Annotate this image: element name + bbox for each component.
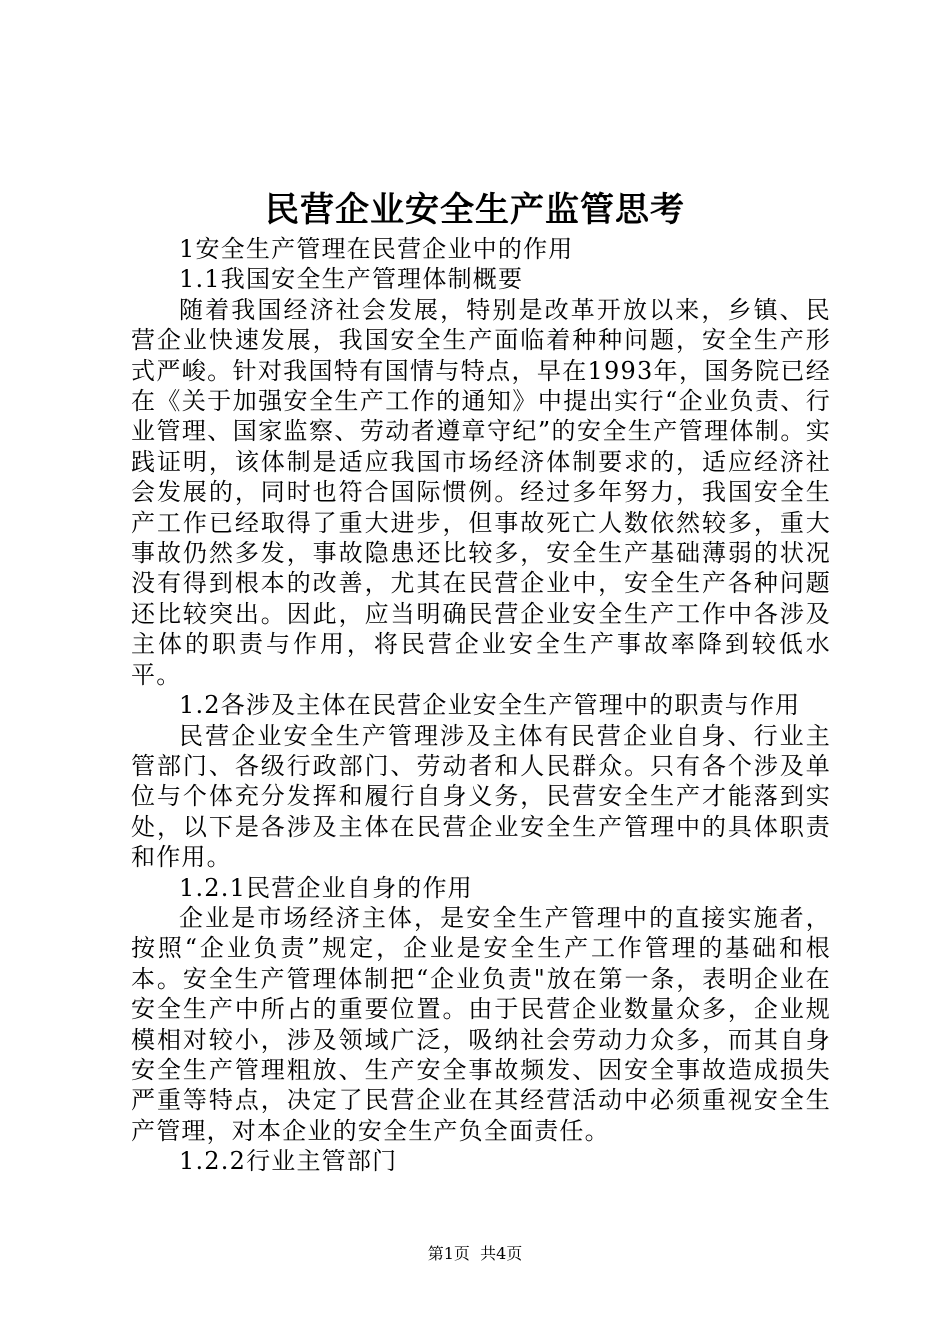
heading-section-1: 1安全生产管理在民营企业中的作用 <box>179 235 574 263</box>
heading-section-1-2-1: 1.2.1民营企业自身的作用 <box>179 873 473 902</box>
heading-section-1-1: 1.1我国安全生产管理体制概要 <box>179 265 524 294</box>
page-number: 第1页 共4页 <box>427 1244 523 1263</box>
document-body <box>131 234 831 1177</box>
paragraph-1-2-body: 民营企业安全生产管理涉及主体有民营企业自身、行业主管部门、各级行政部门、劳动者和人民群众。只有各个涉及单位与个体充分发挥和履行自身义务，民营安全生产才能落到实处，以下是各涉及主体在民营企业安全生产管理中的具体职责和作用。 <box>131 721 831 872</box>
page-footer <box>0 1242 950 1266</box>
heading-section-1-2-2: 1.2.2行业主管部门 <box>179 1147 398 1176</box>
paragraph-1-1-body: 随着我国经济社会发展，特别是改革开放以来，乡镇、民营企业快速发展，我国安全生产面临着种种问题，安全生产形式严峻。针对我国特有国情与特点，早在1993年，国务院已经在《关于加强安全生产工作的通知》中提出实行“企业负责、行业管理、国家监察、劳动者遵章守纪”的安全生产管理体制。实践证明，该体制是适应我国市场经济体制要求的，适应经济社会发展的，同时也符合国际惯例。经过多年努力，我国安全生产工作已经取得了重大进步，但事故死亡人数依然较多，重大事故仍然多发，事故隐患还比较多，安全生产基础薄弱的状况没有得到根本的改善，尤其在民营企业中，安全生产各种问题还比较突出。因此，应当明确民营企业安全生产工作中各涉及主体的职责与作用，将民营企业安全生产事故率降到较低水平。 <box>131 295 831 689</box>
heading-section-1-2: 1.2各涉及主体在民营企业安全生产管理中的职责与作用 <box>179 691 801 720</box>
document-title: 民营企业安全生产监管思考 <box>265 190 685 230</box>
paragraph-1-2-1-body: 企业是市场经济主体，是安全生产管理中的直接实施者，按照“企业负责”规定，企业是安全生产工作管理的基础和根本。安全生产管理体制把“企业负责"放在第一条，表明企业在安全生产中所占的重要位置。由于民营企业数量众多，企业规模相对较小，涉及领域广泛，吸纳社会劳动力众多，而其自身安全生产管理粗放、生产安全事故频发、因安全事故造成损失严重等特点，决定了民营企业在其经营活动中必须重视安全生产管理，对本企业的安全生产负全面责任。 <box>131 903 831 1145</box>
